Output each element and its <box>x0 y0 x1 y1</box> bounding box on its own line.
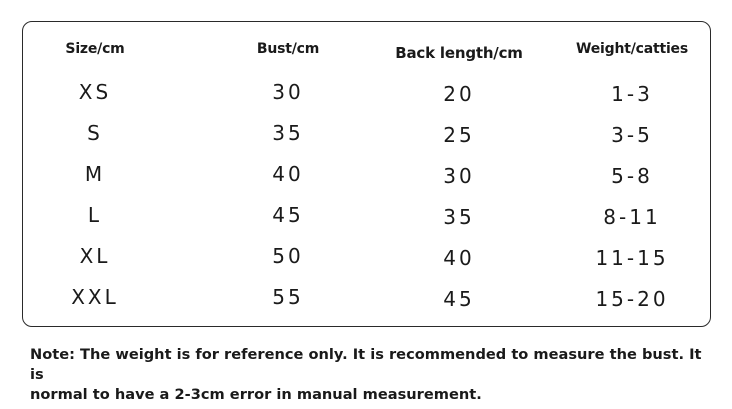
bust-cell: 35 <box>272 121 304 145</box>
bust-cell: 55 <box>272 285 304 309</box>
bust-cell: 45 <box>272 203 304 227</box>
footnote-line-1: Note: The weight is for reference only. It is recommended to measure the bust. It is <box>30 346 702 383</box>
size-cell: XL <box>79 244 111 268</box>
bust-cell: 40 <box>272 162 304 186</box>
back-length-cell: 20 <box>443 82 475 106</box>
header-back-length: Back length/cm <box>395 44 523 62</box>
weight-cell: 8-11 <box>603 205 661 229</box>
bust-cell: 30 <box>272 80 304 104</box>
header-bust: Bust/cm <box>256 41 320 57</box>
header-weight: Weight/catties <box>576 41 688 57</box>
size-cell: S <box>87 121 103 145</box>
header-size: Size/cm <box>65 41 125 57</box>
size-cell: L <box>87 203 103 227</box>
footnote-line-2: normal to have a 2-3cm error in manual measurement. <box>30 386 482 403</box>
back-length-cell: 25 <box>443 123 475 147</box>
weight-cell: 3-5 <box>611 123 653 147</box>
bust-cell: 50 <box>272 244 304 268</box>
weight-cell: 11-15 <box>595 246 669 270</box>
back-length-cell: 40 <box>443 246 475 270</box>
weight-cell: 15-20 <box>595 287 669 311</box>
footnote <box>30 345 720 405</box>
back-length-cell: 35 <box>443 205 475 229</box>
weight-cell: 1-3 <box>611 82 653 106</box>
size-cell: XS <box>78 80 112 104</box>
back-length-cell: 45 <box>443 287 475 311</box>
weight-cell: 5-8 <box>611 164 653 188</box>
size-chart-table <box>22 21 711 327</box>
size-cell: XXL <box>71 285 119 309</box>
size-cell: M <box>84 162 106 186</box>
back-length-cell: 30 <box>443 164 475 188</box>
